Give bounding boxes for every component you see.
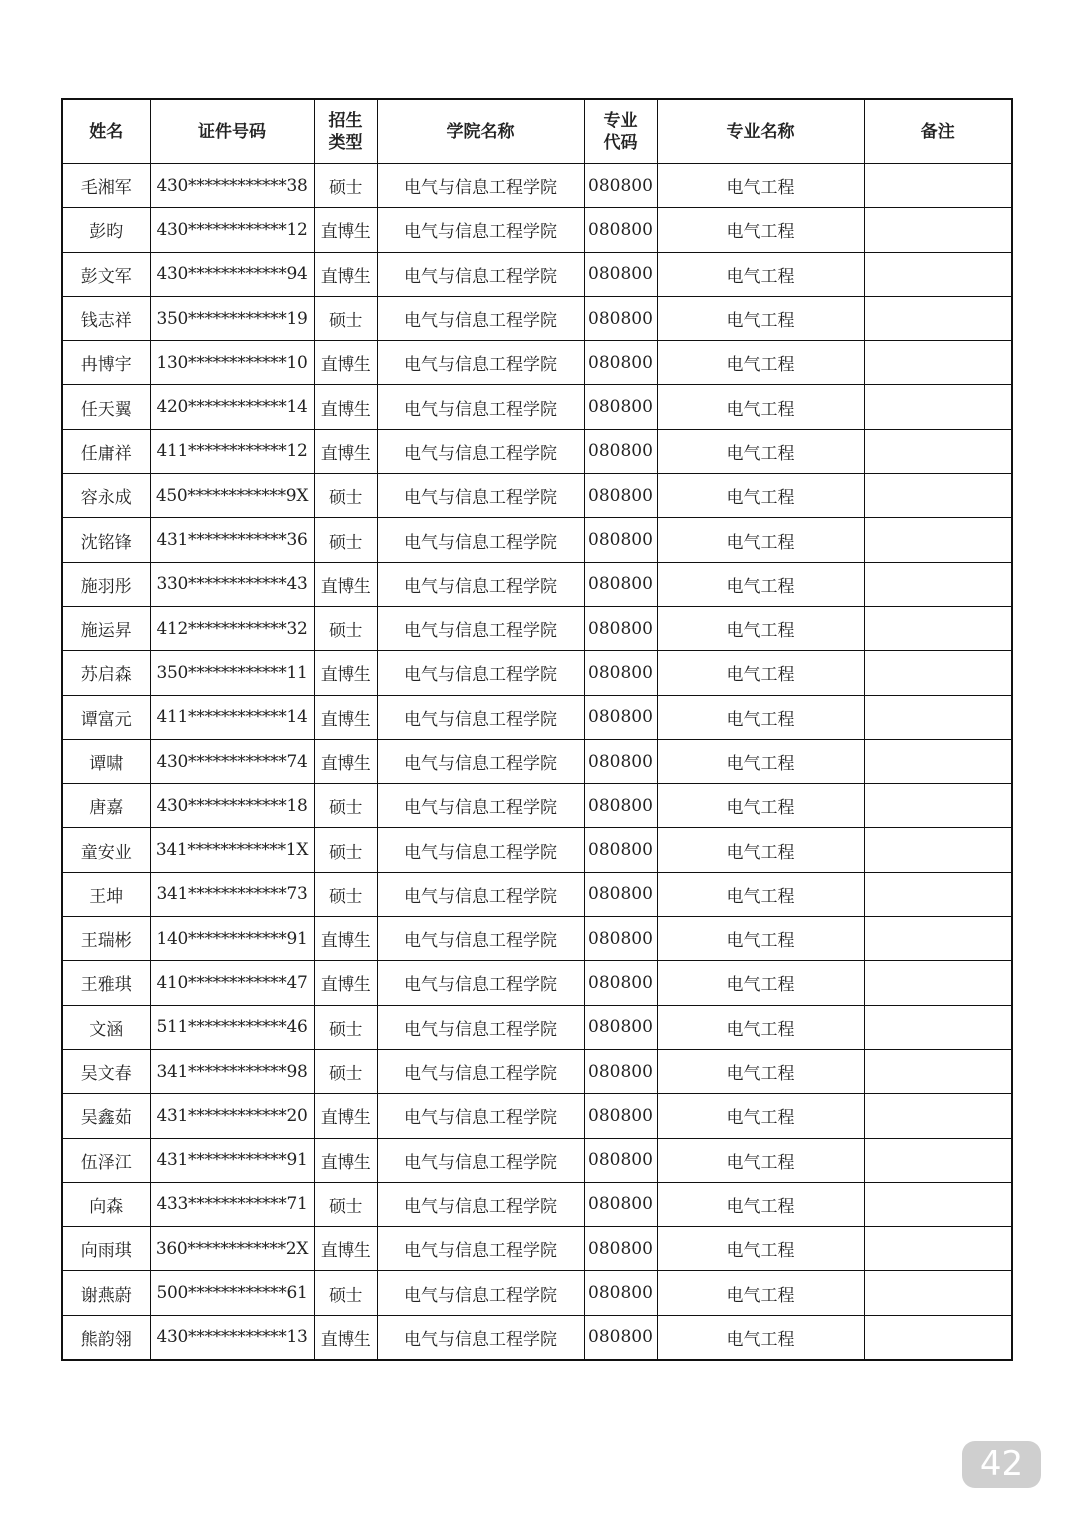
header-major-code-line2: 代码 <box>603 132 638 153</box>
cell-major-name: 电气工程 <box>657 562 864 606</box>
cell-id-number: 431************91 <box>150 1138 314 1182</box>
cell-id-number: 412************32 <box>150 606 314 650</box>
table-row <box>62 606 1012 650</box>
cell-name: 吴鑫茹 <box>62 1094 150 1138</box>
cell-remark <box>864 739 1012 783</box>
cell-admission-type: 直博生 <box>314 651 377 695</box>
cell-college: 电气与信息工程学院 <box>377 341 584 385</box>
header-admission-type <box>314 99 377 164</box>
cell-name: 施羽彤 <box>62 562 150 606</box>
cell-remark <box>864 828 1012 872</box>
header-major-name: 专业名称 <box>657 99 864 164</box>
table-row <box>62 385 1012 429</box>
cell-name: 苏启森 <box>62 651 150 695</box>
cell-remark <box>864 1005 1012 1049</box>
table-row <box>62 872 1012 916</box>
table-row <box>62 1227 1012 1271</box>
cell-admission-type: 直博生 <box>314 961 377 1005</box>
cell-major-code: 080800 <box>584 695 657 739</box>
cell-remark <box>864 917 1012 961</box>
cell-id-number: 341************1X <box>150 828 314 872</box>
cell-college: 电气与信息工程学院 <box>377 1227 584 1271</box>
cell-major-name: 电气工程 <box>657 1271 864 1315</box>
cell-name: 伍泽江 <box>62 1138 150 1182</box>
cell-remark <box>864 385 1012 429</box>
cell-major-code: 080800 <box>584 296 657 340</box>
header-admission-type-line2: 类型 <box>328 132 363 153</box>
cell-id-number: 430************12 <box>150 208 314 252</box>
header-id-number: 证件号码 <box>150 99 314 164</box>
cell-major-name: 电气工程 <box>657 429 864 473</box>
cell-remark <box>864 164 1012 208</box>
cell-major-code: 080800 <box>584 474 657 518</box>
cell-major-name: 电气工程 <box>657 961 864 1005</box>
cell-id-number: 411************12 <box>150 429 314 473</box>
table-row <box>62 208 1012 252</box>
cell-college: 电气与信息工程学院 <box>377 961 584 1005</box>
cell-name: 王坤 <box>62 872 150 916</box>
cell-remark <box>864 1138 1012 1182</box>
header-name: 姓名 <box>62 99 150 164</box>
table-header-row <box>62 99 1012 164</box>
table-row <box>62 429 1012 473</box>
cell-college: 电气与信息工程学院 <box>377 784 584 828</box>
cell-name: 任庸祥 <box>62 429 150 473</box>
table-row <box>62 1182 1012 1226</box>
cell-admission-type: 直博生 <box>314 1315 377 1360</box>
cell-major-code: 080800 <box>584 341 657 385</box>
cell-name: 熊韵翎 <box>62 1315 150 1360</box>
cell-id-number: 511************46 <box>150 1005 314 1049</box>
cell-admission-type: 直博生 <box>314 429 377 473</box>
cell-major-name: 电气工程 <box>657 474 864 518</box>
page-number-badge: 42 <box>962 1441 1041 1488</box>
cell-college: 电气与信息工程学院 <box>377 917 584 961</box>
cell-name: 施运昇 <box>62 606 150 650</box>
cell-admission-type: 硕士 <box>314 1049 377 1093</box>
cell-admission-type: 硕士 <box>314 1182 377 1226</box>
cell-name: 吴文春 <box>62 1049 150 1093</box>
cell-college: 电气与信息工程学院 <box>377 164 584 208</box>
cell-major-code: 080800 <box>584 1271 657 1315</box>
cell-remark <box>864 1227 1012 1271</box>
cell-major-code: 080800 <box>584 208 657 252</box>
cell-remark <box>864 474 1012 518</box>
table-row <box>62 739 1012 783</box>
cell-major-name: 电气工程 <box>657 1049 864 1093</box>
table-row <box>62 518 1012 562</box>
cell-admission-type: 硕士 <box>314 1271 377 1315</box>
cell-id-number: 330************43 <box>150 562 314 606</box>
cell-major-name: 电气工程 <box>657 606 864 650</box>
cell-name: 彭昀 <box>62 208 150 252</box>
cell-remark <box>864 562 1012 606</box>
cell-major-name: 电气工程 <box>657 1315 864 1360</box>
cell-name: 沈铭锋 <box>62 518 150 562</box>
cell-name: 钱志祥 <box>62 296 150 340</box>
table-row <box>62 1005 1012 1049</box>
table-row <box>62 164 1012 208</box>
cell-major-code: 080800 <box>584 1227 657 1271</box>
cell-college: 电气与信息工程学院 <box>377 429 584 473</box>
table-row <box>62 828 1012 872</box>
cell-major-code: 080800 <box>584 518 657 562</box>
cell-major-name: 电气工程 <box>657 1182 864 1226</box>
cell-admission-type: 硕士 <box>314 828 377 872</box>
cell-major-code: 080800 <box>584 872 657 916</box>
cell-id-number: 341************73 <box>150 872 314 916</box>
cell-college: 电气与信息工程学院 <box>377 208 584 252</box>
cell-admission-type: 硕士 <box>314 872 377 916</box>
cell-major-name: 电气工程 <box>657 1005 864 1049</box>
table-row <box>62 252 1012 296</box>
table-row <box>62 474 1012 518</box>
cell-major-name: 电气工程 <box>657 1227 864 1271</box>
cell-remark <box>864 1049 1012 1093</box>
header-admission-type-line1: 招生 <box>328 110 363 131</box>
cell-admission-type: 直博生 <box>314 208 377 252</box>
cell-major-name: 电气工程 <box>657 341 864 385</box>
cell-name: 毛湘军 <box>62 164 150 208</box>
cell-admission-type: 直博生 <box>314 739 377 783</box>
cell-major-name: 电气工程 <box>657 1094 864 1138</box>
cell-id-number: 360************2X <box>150 1227 314 1271</box>
cell-major-code: 080800 <box>584 651 657 695</box>
cell-id-number: 431************20 <box>150 1094 314 1138</box>
cell-name: 王雅琪 <box>62 961 150 1005</box>
cell-name: 任天翼 <box>62 385 150 429</box>
cell-college: 电气与信息工程学院 <box>377 252 584 296</box>
cell-major-name: 电气工程 <box>657 385 864 429</box>
cell-admission-type: 直博生 <box>314 917 377 961</box>
cell-college: 电气与信息工程学院 <box>377 474 584 518</box>
cell-major-code: 080800 <box>584 1182 657 1226</box>
cell-remark <box>864 296 1012 340</box>
cell-remark <box>864 429 1012 473</box>
header-college: 学院名称 <box>377 99 584 164</box>
cell-major-code: 080800 <box>584 739 657 783</box>
cell-major-code: 080800 <box>584 385 657 429</box>
cell-major-code: 080800 <box>584 917 657 961</box>
cell-remark <box>864 208 1012 252</box>
table-row <box>62 695 1012 739</box>
cell-remark <box>864 341 1012 385</box>
cell-college: 电气与信息工程学院 <box>377 695 584 739</box>
cell-name: 文涵 <box>62 1005 150 1049</box>
cell-id-number: 430************18 <box>150 784 314 828</box>
cell-name: 冉博宇 <box>62 341 150 385</box>
cell-id-number: 411************14 <box>150 695 314 739</box>
table-row <box>62 1094 1012 1138</box>
cell-name: 唐嘉 <box>62 784 150 828</box>
cell-major-code: 080800 <box>584 429 657 473</box>
cell-major-name: 电气工程 <box>657 252 864 296</box>
cell-admission-type: 硕士 <box>314 296 377 340</box>
cell-remark <box>864 1182 1012 1226</box>
cell-admission-type: 硕士 <box>314 784 377 828</box>
cell-major-name: 电气工程 <box>657 917 864 961</box>
cell-major-name: 电气工程 <box>657 164 864 208</box>
table-row <box>62 651 1012 695</box>
cell-major-name: 电气工程 <box>657 828 864 872</box>
header-remark: 备注 <box>864 99 1012 164</box>
table-row <box>62 961 1012 1005</box>
cell-id-number: 410************47 <box>150 961 314 1005</box>
cell-admission-type: 直博生 <box>314 252 377 296</box>
cell-id-number: 450************9X <box>150 474 314 518</box>
cell-id-number: 431************36 <box>150 518 314 562</box>
cell-admission-type: 直博生 <box>314 341 377 385</box>
cell-major-name: 电气工程 <box>657 1138 864 1182</box>
cell-major-name: 电气工程 <box>657 651 864 695</box>
cell-admission-type: 直博生 <box>314 1138 377 1182</box>
cell-college: 电气与信息工程学院 <box>377 1005 584 1049</box>
cell-remark <box>864 1271 1012 1315</box>
cell-name: 谭啸 <box>62 739 150 783</box>
cell-remark <box>864 695 1012 739</box>
cell-major-code: 080800 <box>584 606 657 650</box>
table-row <box>62 296 1012 340</box>
cell-admission-type: 直博生 <box>314 1094 377 1138</box>
cell-major-code: 080800 <box>584 784 657 828</box>
cell-remark <box>864 606 1012 650</box>
table-row <box>62 1138 1012 1182</box>
cell-college: 电气与信息工程学院 <box>377 1271 584 1315</box>
cell-college: 电气与信息工程学院 <box>377 1315 584 1360</box>
header-major-code-line1: 专业 <box>603 110 638 131</box>
cell-college: 电气与信息工程学院 <box>377 518 584 562</box>
cell-major-code: 080800 <box>584 1315 657 1360</box>
cell-remark <box>864 872 1012 916</box>
table-row <box>62 562 1012 606</box>
cell-name: 谭富元 <box>62 695 150 739</box>
cell-major-code: 080800 <box>584 1094 657 1138</box>
cell-major-name: 电气工程 <box>657 695 864 739</box>
cell-name: 彭文军 <box>62 252 150 296</box>
cell-remark <box>864 961 1012 1005</box>
cell-id-number: 420************14 <box>150 385 314 429</box>
cell-major-code: 080800 <box>584 252 657 296</box>
cell-college: 电气与信息工程学院 <box>377 385 584 429</box>
cell-name: 向森 <box>62 1182 150 1226</box>
cell-admission-type: 直博生 <box>314 695 377 739</box>
cell-college: 电气与信息工程学院 <box>377 1094 584 1138</box>
cell-name: 童安业 <box>62 828 150 872</box>
cell-remark <box>864 1094 1012 1138</box>
cell-id-number: 430************13 <box>150 1315 314 1360</box>
cell-id-number: 500************61 <box>150 1271 314 1315</box>
cell-id-number: 430************38 <box>150 164 314 208</box>
cell-admission-type: 硕士 <box>314 1005 377 1049</box>
cell-remark <box>864 784 1012 828</box>
cell-remark <box>864 651 1012 695</box>
cell-college: 电气与信息工程学院 <box>377 651 584 695</box>
cell-id-number: 350************19 <box>150 296 314 340</box>
cell-id-number: 433************71 <box>150 1182 314 1226</box>
cell-college: 电气与信息工程学院 <box>377 828 584 872</box>
cell-admission-type: 硕士 <box>314 606 377 650</box>
cell-id-number: 130************10 <box>150 341 314 385</box>
cell-college: 电气与信息工程学院 <box>377 872 584 916</box>
cell-college: 电气与信息工程学院 <box>377 1182 584 1226</box>
table-row <box>62 341 1012 385</box>
cell-admission-type: 硕士 <box>314 518 377 562</box>
cell-college: 电气与信息工程学院 <box>377 739 584 783</box>
cell-remark <box>864 252 1012 296</box>
cell-remark <box>864 518 1012 562</box>
cell-college: 电气与信息工程学院 <box>377 606 584 650</box>
cell-admission-type: 硕士 <box>314 474 377 518</box>
cell-id-number: 140************91 <box>150 917 314 961</box>
cell-major-name: 电气工程 <box>657 739 864 783</box>
cell-college: 电气与信息工程学院 <box>377 1138 584 1182</box>
cell-id-number: 341************98 <box>150 1049 314 1093</box>
cell-major-name: 电气工程 <box>657 784 864 828</box>
cell-id-number: 350************11 <box>150 651 314 695</box>
admission-table <box>61 98 1013 1361</box>
cell-college: 电气与信息工程学院 <box>377 562 584 606</box>
cell-name: 向雨琪 <box>62 1227 150 1271</box>
table-body <box>62 164 1012 1361</box>
cell-major-code: 080800 <box>584 961 657 1005</box>
table-row <box>62 1271 1012 1315</box>
cell-major-code: 080800 <box>584 1138 657 1182</box>
cell-major-code: 080800 <box>584 1049 657 1093</box>
cell-major-code: 080800 <box>584 164 657 208</box>
cell-id-number: 430************94 <box>150 252 314 296</box>
cell-name: 容永成 <box>62 474 150 518</box>
table-row <box>62 784 1012 828</box>
cell-admission-type: 硕士 <box>314 164 377 208</box>
cell-name: 谢燕蔚 <box>62 1271 150 1315</box>
cell-remark <box>864 1315 1012 1360</box>
table-row <box>62 917 1012 961</box>
cell-major-name: 电气工程 <box>657 872 864 916</box>
table-row <box>62 1315 1012 1360</box>
cell-major-name: 电气工程 <box>657 208 864 252</box>
cell-major-code: 080800 <box>584 1005 657 1049</box>
cell-college: 电气与信息工程学院 <box>377 296 584 340</box>
cell-major-code: 080800 <box>584 562 657 606</box>
cell-major-name: 电气工程 <box>657 518 864 562</box>
cell-name: 王瑞彬 <box>62 917 150 961</box>
cell-major-name: 电气工程 <box>657 296 864 340</box>
cell-admission-type: 直博生 <box>314 385 377 429</box>
cell-admission-type: 直博生 <box>314 1227 377 1271</box>
cell-major-code: 080800 <box>584 828 657 872</box>
header-major-code <box>584 99 657 164</box>
cell-id-number: 430************74 <box>150 739 314 783</box>
table-row <box>62 1049 1012 1093</box>
cell-college: 电气与信息工程学院 <box>377 1049 584 1093</box>
cell-admission-type: 直博生 <box>314 562 377 606</box>
